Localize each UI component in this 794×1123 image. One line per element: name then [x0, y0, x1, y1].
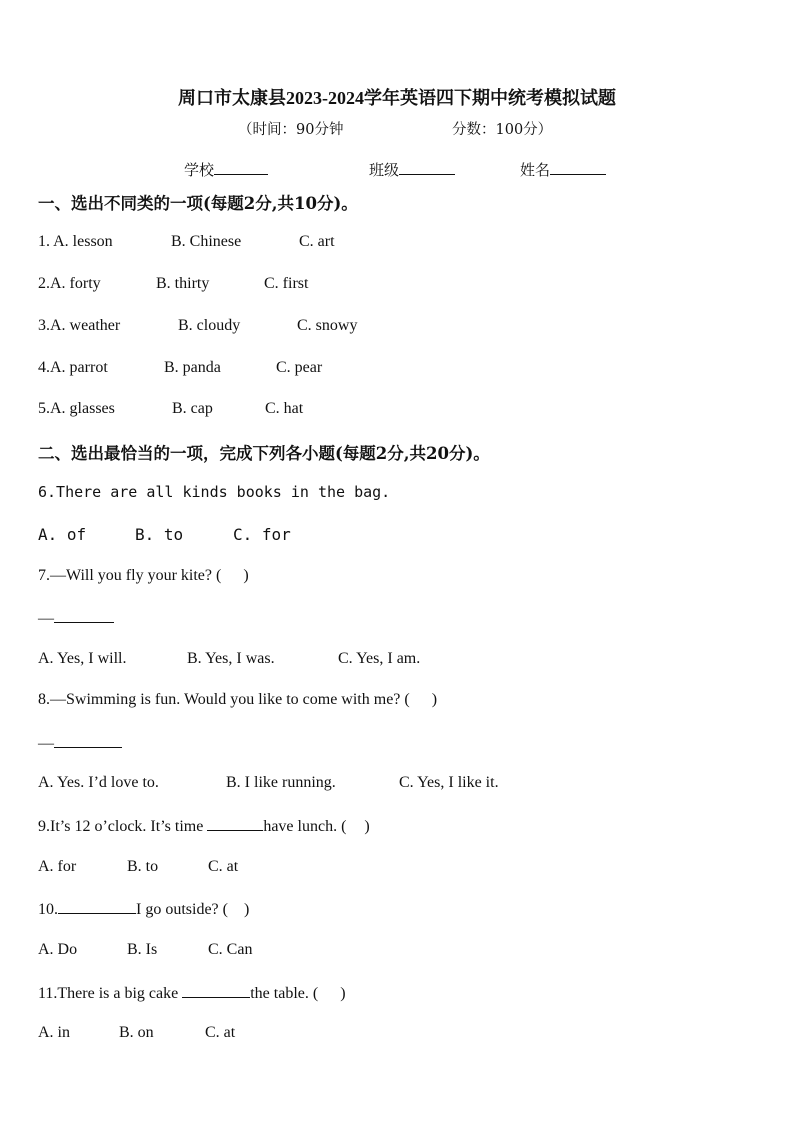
option-b: B. panda: [164, 359, 221, 376]
option-a: A. in: [38, 1024, 70, 1041]
dash: —: [38, 610, 54, 627]
close-paren: ): [364, 818, 370, 835]
question-9-stem: [38, 816, 370, 836]
option-b: B. Chinese: [171, 233, 242, 250]
answer-blank[interactable]: [54, 608, 114, 623]
option-a: A. Yes, I will.: [38, 650, 127, 667]
question-8-stem: [38, 691, 437, 709]
option-a: A. Yes. I’d love to.: [38, 774, 159, 791]
exam-score: 分数：100分）: [452, 122, 553, 138]
option-a: A. Do: [38, 941, 78, 958]
option-b: B. cap: [172, 400, 213, 417]
question-4: [38, 359, 108, 377]
question-number: 2.: [38, 275, 50, 292]
option-a: A. parrot: [50, 359, 108, 376]
question-text: 7.—Will you fly your kite? (: [38, 567, 222, 584]
option-b: B. Is: [127, 941, 158, 958]
question-number: 3.: [38, 317, 50, 334]
question-10-stem: [38, 899, 249, 919]
question-text: 11.There is a big cake: [38, 985, 183, 1002]
option-b: B. thirty: [156, 275, 210, 292]
school-field: [184, 159, 268, 180]
question-7-answer: [38, 608, 114, 628]
question-text: I go outside? (: [136, 901, 228, 918]
option-c: C. Can: [208, 941, 253, 958]
option-c: C. Yes, I am.: [338, 650, 421, 667]
section-2-heading: 二、选出最恰当的一项，完成下列各小题(每题2分,共20分)。: [38, 444, 490, 463]
question-number: 4.: [38, 359, 50, 376]
question-3: [38, 317, 120, 335]
option-c: C. art: [299, 233, 335, 250]
question-text: 9.It’s 12 o’clock. It’s time: [38, 818, 208, 835]
dash: —: [38, 735, 54, 752]
exam-time: （时间：90分钟: [238, 122, 344, 138]
option-c: C. at: [208, 858, 239, 875]
option-a: A. lesson: [53, 233, 113, 250]
option-c: C. for: [233, 525, 291, 544]
school-blank[interactable]: [214, 173, 268, 175]
option-c: C. hat: [265, 400, 304, 417]
page-title: 周口市太康县2023-2024学年英语四下期中统考模拟试题: [178, 88, 616, 108]
question-5: [38, 400, 115, 418]
question-6-stem: 6.There are all kinds books in the bag.: [38, 483, 391, 501]
answer-blank[interactable]: [54, 733, 122, 748]
question-number: 1.: [38, 233, 54, 250]
name-label: 姓名: [520, 161, 551, 179]
option-a: A. of: [38, 525, 87, 544]
question-11-stem: [38, 983, 346, 1003]
name-field: [520, 159, 606, 180]
question-text: 10.: [38, 901, 58, 918]
class-label: 班级: [369, 161, 400, 179]
option-a: A. forty: [50, 275, 101, 292]
option-a: A. glasses: [50, 400, 115, 417]
option-c: C. first: [264, 275, 309, 292]
section-1-heading: 一、选出不同类的一项(每题2分,共10分)。: [38, 194, 358, 213]
class-field: [369, 159, 455, 180]
option-c: C. at: [205, 1024, 236, 1041]
option-c: C. Yes, I like it.: [399, 774, 499, 791]
option-a: A. for: [38, 858, 77, 875]
close-paren: ): [243, 567, 249, 584]
close-paren: ): [340, 985, 346, 1002]
option-c: C. snowy: [297, 317, 358, 334]
close-paren: ): [243, 901, 250, 918]
question-7-stem: [38, 567, 249, 585]
option-b: B. I like running.: [226, 774, 336, 791]
answer-blank[interactable]: [182, 983, 250, 998]
option-b: B. to: [135, 525, 184, 544]
question-text: have lunch. (: [263, 818, 347, 835]
option-b: B. Yes, I was.: [187, 650, 275, 667]
question-text: 8.—Swimming is fun. Would you like to come with me? (: [38, 691, 410, 708]
question-text: the table. (: [250, 985, 319, 1002]
name-blank[interactable]: [550, 173, 606, 175]
option-b: B. to: [127, 858, 159, 875]
school-label: 学校: [184, 161, 215, 179]
close-paren: ): [431, 691, 438, 708]
question-2: [38, 275, 101, 293]
class-blank[interactable]: [399, 173, 455, 175]
option-c: C. pear: [276, 359, 323, 376]
option-b: B. on: [119, 1024, 154, 1041]
answer-blank[interactable]: [207, 816, 263, 831]
option-a: A. weather: [50, 317, 121, 334]
option-b: B. cloudy: [178, 317, 241, 334]
answer-blank[interactable]: [58, 899, 136, 914]
question-1: [38, 233, 113, 251]
question-8-answer: [38, 733, 122, 753]
question-number: 5.: [38, 400, 50, 417]
